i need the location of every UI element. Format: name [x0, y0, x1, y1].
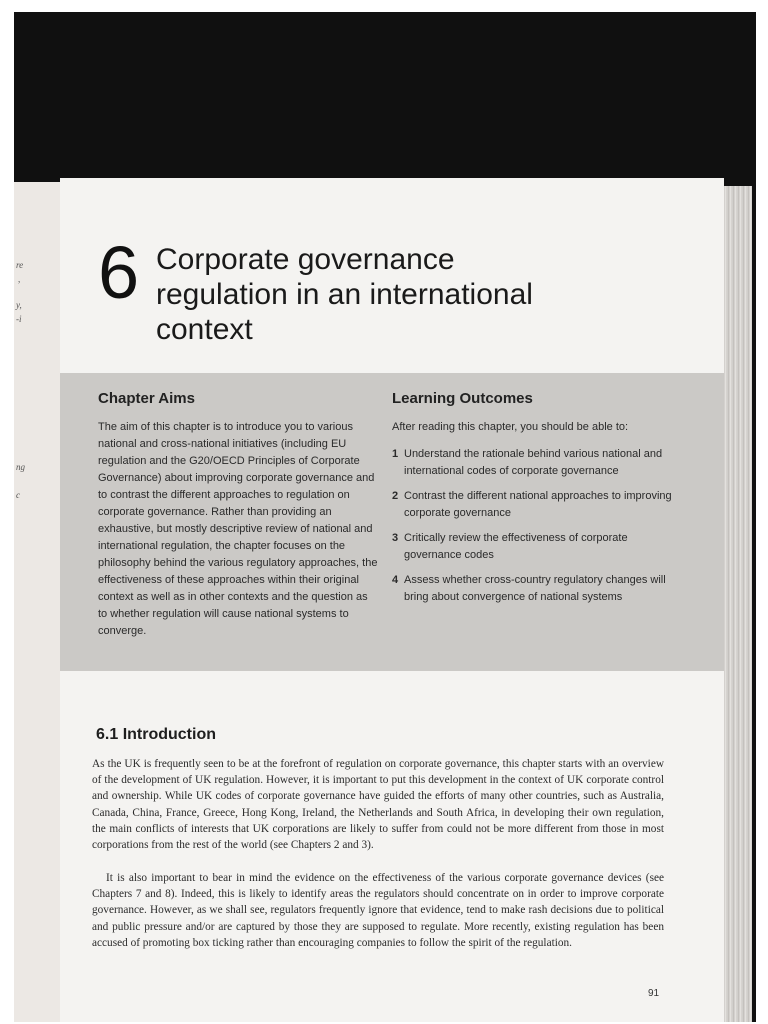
- outcome-text: Understand the rationale behind various national and international codes of corporate governance: [404, 448, 663, 477]
- learning-outcome-item: [392, 488, 688, 522]
- chapter-aims-text: The aim of this chapter is to introduce you to various national and cross-national initiatives (including EU regulation and the G20/OECD Principles of Corporate Governance) about improving corporate governance and to contrast the different approaches to regulation on corporate governance. Rather than providing an exhaustive, but mostly descriptive review of national and international regulation, the chapter focuses on the philosophy behind the various regulatory approaches, the effectiveness of these approaches within their original context as well as in other contexts and the question as to whether regulation will cause national systems to converge.: [98, 421, 378, 637]
- learning-outcome-item: [392, 446, 688, 480]
- outcome-number: 4: [392, 574, 399, 586]
- learning-outcomes-intro: After reading this chapter, you should be able to:: [392, 421, 629, 433]
- chapter-number: 6: [98, 231, 140, 314]
- outcome-number: 2: [392, 490, 399, 502]
- learning-outcomes-heading: Learning Outcomes: [392, 390, 533, 407]
- chapter-aims-heading: Chapter Aims: [98, 390, 195, 407]
- page-number: 91: [648, 988, 660, 999]
- body-paragraph: It is also important to bear in mind the evidence on the effectiveness of the various corporate governance devices (see Chapters 7 and 8). Indeed, this is likely to identify areas the regulators should concentrate on in order to improve corporate governance. However, as we shall see, regulators frequently ignore that evidence, tend to make rash decisions due to political and public pressure and/or are captured by those they are supposed to regulate. More recently, existing regulation has been accused of promoting box ticking rather than encouraging companies to follow the spirit of the regulation.: [92, 872, 664, 949]
- outcome-number: 1: [392, 448, 399, 460]
- chapter-title: Corporate governance regulation in an international context: [156, 243, 533, 346]
- learning-outcome-item: [392, 572, 688, 606]
- outcome-number: 3: [392, 532, 399, 544]
- body-paragraph: As the UK is frequently seen to be at the forefront of regulation on corporate governance, this chapter starts with an overview of the development of UK regulation. However, it is important to put this development in the context of UK corporate control and ownership. While UK codes of corporate governance have guided the efforts of many other countries, such as Australia, Canada, China, France, Greece, Hong Kong, Ireland, the Netherlands and South Africa, in developing their own regulation, the main conflicts of interests that UK corporations are likely to suffer from could not be more different from those in most corporations from the rest of the world (see Chapters 2 and 3).: [92, 758, 664, 852]
- left-page-fragment: -i: [16, 314, 22, 324]
- outcome-text: Contrast the different national approaches to improving corporate governance: [404, 490, 672, 519]
- left-page-fragment: y,: [16, 300, 22, 310]
- chapter-aims: [98, 390, 378, 640]
- outcome-text: Assess whether cross-country regulatory changes will bring about convergence of national systems: [404, 574, 666, 603]
- left-page-fragment: ng: [16, 462, 25, 472]
- learning-outcome-item: [392, 530, 688, 564]
- left-page-fragment: re: [16, 260, 24, 270]
- book-page: [60, 178, 724, 1022]
- outcome-text: Critically review the effectiveness of corporate governance codes: [404, 532, 628, 561]
- section-heading: 6.1 Introduction: [96, 726, 216, 743]
- learning-outcomes: [392, 390, 688, 614]
- left-page-fragment: ,: [18, 274, 21, 284]
- left-page-fragment: c: [16, 490, 20, 500]
